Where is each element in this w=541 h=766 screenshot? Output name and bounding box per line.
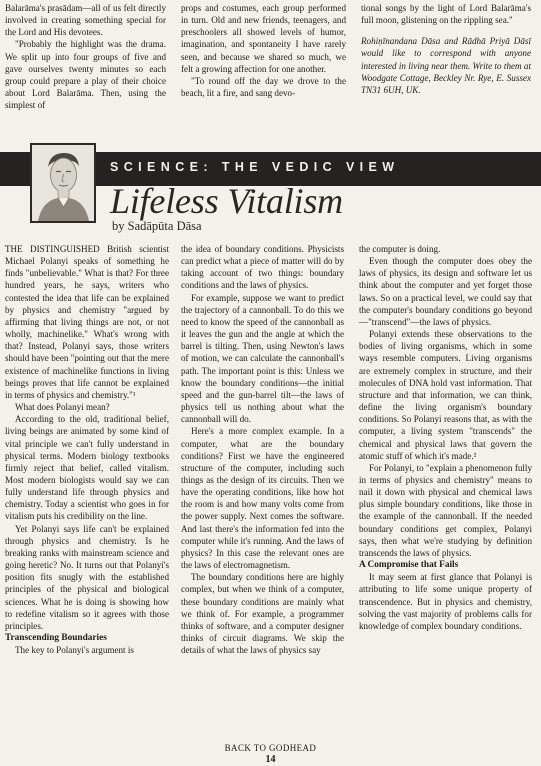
- paragraph: Polanyi extends these observations to the bodies of living organisms, which in some ways resemble computers. Living organisms are extremely complex in structure, and their molecules of DNA hold vast information. That structure and that information, we can think, define the living organism's boundary conditions. So Polanyi reasons that, as with the computer, a living system "transcends" the chemical and physical laws that govern the atomic stuff of which it's made.²: [359, 329, 532, 461]
- paragraph: For Polanyi, to "explain a phenomenon fully in terms of physics and chemistry" means to nail it down with physical and chemical laws plus simple boundary conditions, like those in the example of the cannonball. If the needed boundary conditions get complex, Polanyi says, then what we're studying by definition transcends the laws of physics.: [359, 462, 532, 558]
- subheading: A Compromise that Fails: [359, 560, 459, 571]
- paragraph: The boundary conditions here are highly complex, but when we think of a computer, these boundary conditions are mainly what we think of. For example, a programmer thinks of software, and a computer designer thinks of circuit diagrams. We skip the details of what the laws of physics say: [181, 572, 344, 656]
- paragraph: Even though the computer does obey the laws of physics, its design and software let us think about the computer and yet forget those laws. So on a practical level, we could say that the computer's boundary conditions go beyond—"transcend"—the laws of physics.: [359, 256, 532, 327]
- top-column-1: [5, 2, 166, 111]
- paragraph: For example, suppose we want to predict the trajectory of a cannonball. To do this we need to know the speed of the cannonball as it leaves the gun and the angle at which the barrel is tilting. Then, using Newton's laws of motion, we can calculate the cannonball's path. The important point is this: Unless we know the boundary conditions—the initial speed and the gun-barrel tilt—the laws of physics tell us nothing about what the cannonball will do.: [181, 292, 344, 425]
- top-column-3: [361, 2, 531, 96]
- paragraph: According to the old, traditional belief, living beings are animated by some kind of vital principle we can't fully understand in physical terms. Modern biology textbooks firmly reject that belief, called vitalism. Most modern biologists would say we can fully understand life through physics and chemistry. Today a scientist who goes in for vitalism puts his credibility on the line.: [5, 414, 169, 522]
- paragraph: "Probably the highlight was the drama. We split up into four groups of five and gave ourselves twenty minutes so each group could prepare a play of their choice about Lord Balarāma. Then, using the simplest of: [5, 39, 166, 111]
- paragraph: THE DISTINGUISHED British scientist Michael Polanyi speaks of something he finds "unbelievable." What is that? For three hundred years, he says, writers who contested the idea that life can be explained by physics and chemistry "argued by affirming that living things are not, or not wholly, machinelike." What's wrong with that? Instead, Polanyi says, those writers should have been "pointing out that the mere existence of machinelike functions in living beings proves that life cannot be explained in terms of physics and chemistry."¹: [5, 244, 169, 400]
- contact-note: Rohiṇīnandana Dāsa and Rādhā Priyā Dāsī would like to correspond with anyone interested in living near them. Write to them at Woodgate Cottage, Beckley Nr. Rye, E. Sussex TN31 6UH, UK.: [361, 36, 531, 95]
- byline: by Sadāpūta Dāsa: [112, 219, 202, 233]
- paragraph: The key to Polanyi's argument is: [15, 645, 134, 656]
- portrait-image: [32, 145, 94, 221]
- paragraph: Here's a more complex example. In a computer, what are the boundary conditions? First we have the engineered structure of the computer, including such things as the design of its circuits. Then we have the operating conditions, like how hot the room is and how many volts come from the power supply. Next comes the software. And last there's the information fed into the computer while it's running. And the laws of physics? In this case the relevant ones are the laws of electromagnetism.: [181, 426, 344, 571]
- subheading: Transcending Boundaries: [5, 633, 107, 643]
- article-column-1: [5, 243, 169, 656]
- paragraph: Yet Polanyi says life can't be explained through physics and chemistry. Is he breaking ranks with mainstream science and going heretic? No. It turns out that Polanyi's position fits snugly with the established principles of the physical and biological sciences. What he is doing is showing how to redefine vitalism so it agrees with those principles.: [5, 523, 169, 631]
- article-column-3: [359, 243, 532, 632]
- top-column-2: [181, 2, 346, 99]
- paragraph: the idea of boundary conditions. Physicists can predict what a piece of matter will do by taking account of two things: boundary conditions and the laws of physics.: [181, 244, 344, 291]
- section-label: SCIENCE: THE VEDIC VIEW: [110, 160, 400, 174]
- paragraph: "To round off the day we drove to the beach, lit a fire, and sang devo-: [181, 75, 346, 99]
- paragraph: What does Polanyi mean?: [15, 402, 110, 413]
- running-footer: BACK TO GODHEAD: [224, 743, 317, 753]
- article-title: Lifeless Vitalism: [110, 181, 343, 221]
- article-column-2: [181, 243, 344, 656]
- author-photo: [30, 143, 96, 223]
- paragraph: Balarāma's prasādam—all of us felt directly involved in creating something special for the Lord and His devotees.: [5, 3, 166, 38]
- paragraph: the computer is doing.: [359, 244, 441, 254]
- paragraph: props and costumes, each group performed in turn. Old and new friends, teenagers, and preschoolers all showed levels of humor, imagination, and spontaneity I have rarely seen, and because we shared so much, we felt a growing affection for one another.: [181, 3, 346, 74]
- paragraph: tional songs by the light of Lord Balarāma's full moon, glistening on the rippling sea.": [361, 3, 531, 26]
- paragraph: It may seem at first glance that Polanyi is attributing to life some unique property of transcendence. But in physics and chemistry, solving the vast majority of problems calls for knowledge of complex boundary conditions.: [359, 572, 532, 631]
- page-number: 14: [265, 754, 276, 765]
